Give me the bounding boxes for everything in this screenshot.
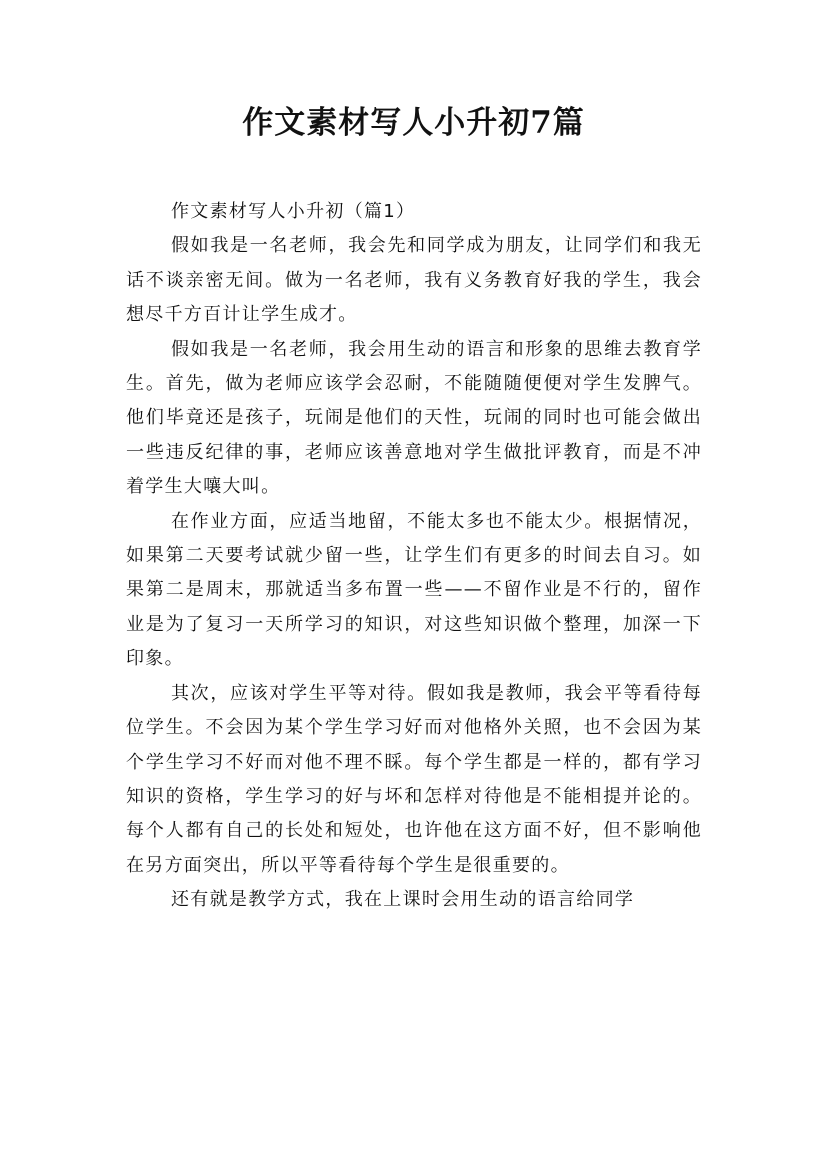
paragraph: 在作业方面，应适当地留，不能太多也不能太少。根据情况，如果第二天要考试就少留一些，让学生们有更多的时间去自习。如果第二是周末，那就适当多布置一些——不留作业是不行的，留作业是为了复习一天所学习的知识，对这些知识做个整理，加深一下印象。 [126, 510, 702, 670]
document-title: 作文素材写人小升初7篇 [242, 105, 585, 141]
paragraph: 假如我是一名老师，我会用生动的语言和形象的思维去教育学生。首先，做为老师应该学会忍耐，不能随随便便对学生发脾气。他们毕竟还是孩子，玩闹是他们的天性，玩闹的同时也可能会做出一些违反纪律的事，老师应该善意地对学生做批评教育，而是不冲着学生大嚷大叫。 [126, 338, 702, 498]
paragraph: 其次，应该对学生平等对待。假如我是教师，我会平等看待每位学生。不会因为某个学生学习好而对他格外关照，也不会因为某个学生学习不好而对他不理不睬。每个学生都是一样的，都有学习知识的资格，学生学习的好与坏和怎样对待他是不能相提并论的。每个人都有自己的长处和短处，也许他在这方面不好，但不影响他在另方面突出，所以平等看待每个学生是很重要的。 [126, 682, 702, 876]
section-heading: 作文素材写人小升初（篇1） [171, 201, 416, 222]
paragraph: 假如我是一名老师，我会先和同学成为朋友，让同学们和我无话不谈亲密无间。做为一名老师，我有义务教育好我的学生，我会想尽千方百计让学生成才。 [126, 235, 702, 326]
paragraph: 还有就是教学方式，我在上课时会用生动的语言给同学 [171, 889, 635, 911]
document-body [126, 195, 702, 918]
